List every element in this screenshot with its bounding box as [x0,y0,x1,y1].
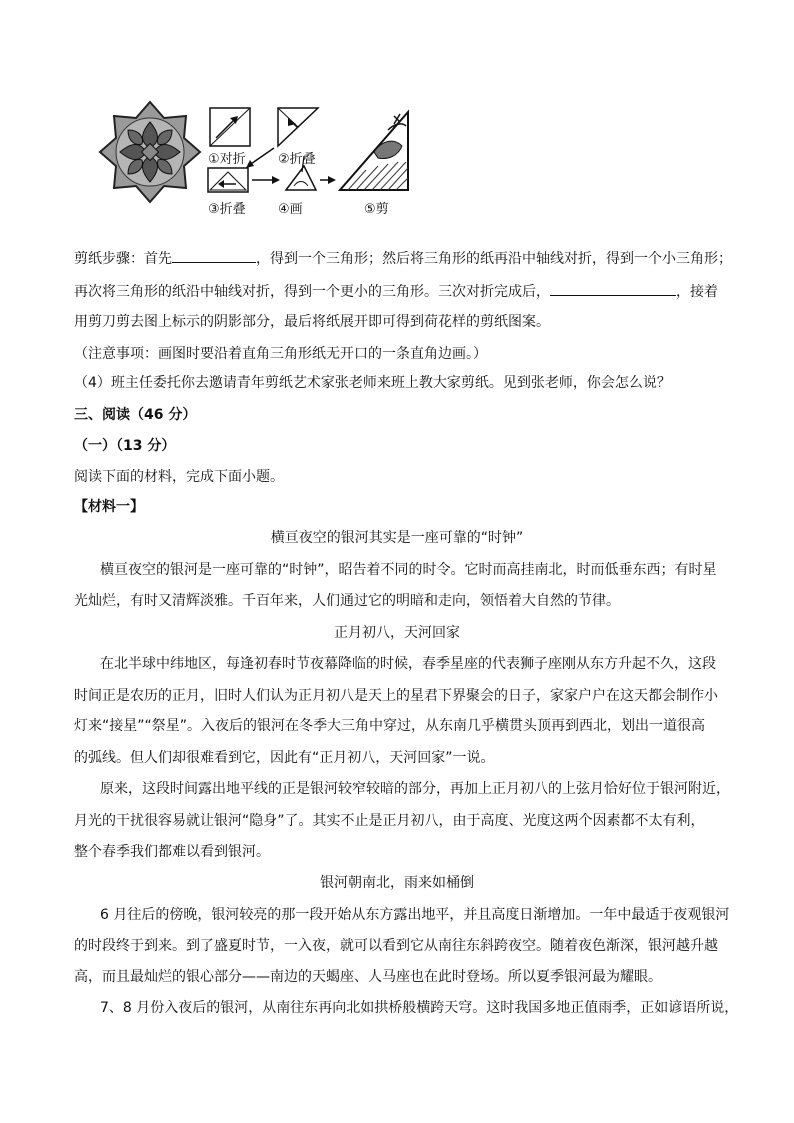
paragraph-line: 横亘夜空的银河是一座可靠的“时钟”，昭告着不同的时令。它时而高挂南北，时而低垂东西；有时星 [100,562,717,578]
step1-square-icon [210,108,250,146]
steps-text: 剪纸步骤：首先 [74,251,172,267]
note-text: （注意事项：画图时要沿着直角三角形纸无开口的一条直角边画。） [74,346,487,362]
steps-line-3: 用剪刀剪去图上标示的阴影部分，最后将纸展开即可得到荷花样的剪纸图案。 [74,314,550,330]
paragraph-line: 7、8 月份入夜后的银河，从南往东再向北如拱桥般横跨天穹。这时我国多地正值雨季，正如谚语所说， [100,1000,739,1016]
paragraph-line: 的弧线。但人们却很难看到它，因此有“正月初八，天河回家”一说。 [74,750,495,766]
step2-caption: ②折叠 [278,152,316,167]
paragraph-line: 的时段终于到来。到了盛夏时节，一入夜，就可以看到它从南往东斜跨夜空。随着夜色渐深，银河越升越 [74,938,718,954]
article-title: 横亘夜空的银河其实是一座可靠的“时钟” [270,530,524,546]
part-heading: （一）（13 分） [74,438,176,454]
paragraph-line: 6 月往后的傍晚，银河较亮的那一段开始从东方露出地平，并且高度日渐增加。一年中最适于夜观银河 [100,907,730,923]
paragraph-line: 整个春季我们都难以看到银河。 [74,844,270,860]
section-heading: 三、阅读（46 分） [74,407,197,423]
steps-line-1 [74,248,732,269]
step5-cut-icon [340,112,408,190]
step3-fold-icon [208,168,248,192]
subheading: 正月初八，天河回家 [334,625,460,641]
material-label: 【材料一】 [74,499,144,515]
steps-text: 再次将三角形的纸沿中轴线对折，得到一个更小的三角形。三次对折完成后， [74,284,550,300]
paragraph-line: 光灿烂，有时又清辉淡雅。千百年来，人们通过它的明暗和走向，领悟着大自然的节律。 [74,593,620,609]
answer-blank-1[interactable] [172,248,256,263]
paragraph-line: 高，而且最灿烂的银心部分——南边的天蝎座、人马座也在此时登场。所以夏季银河最为耀眼。 [74,969,662,985]
subheading: 银河朝南北，雨来如桶倒 [320,875,474,891]
step5-caption: ⑤剪 [364,202,389,217]
paragraph-line: 时间正是农历的正月，旧时人们认为正月初八是天上的星君下界聚会的日子，家家户户在这天都会制作小 [74,688,718,704]
step3-caption: ③折叠 [208,202,246,217]
question-4: （4）班主任委托你去邀请青年剪纸艺术家张老师来班上教大家剪纸。见到张老师，你会怎么说？ [74,375,671,391]
paragraph-line: 原来，这段时间露出地平线的正是银河较窄较暗的部分，再加上正月初八的上弦月恰好位于银河附近， [100,781,730,797]
step4-caption: ④画 [278,202,303,217]
lotus-pattern-image [100,102,200,202]
step1-caption: ①对折 [208,152,246,167]
answer-blank-2[interactable] [550,281,676,296]
step2-fold-icon [278,108,318,146]
paragraph-line: 在北半球中纬地区，每逢初春时节夜幕降临的时候，春季星座的代表狮子座刚从东方升起不久，这段 [100,656,716,672]
steps-line-2 [74,281,718,302]
paragraph-line: 灯来“接星”“祭星”。入夜后的银河在冬季大三角中穿过，从东南几乎横贯头顶再到西北，划出一道很高 [74,718,706,734]
paragraph-line: 月光的干扰很容易就让银河“隐身”了。其实不止是正月初八，由于高度、光度这两个因素都不太有利， [74,813,705,829]
steps-text: ，得到一个三角形；然后将三角形的纸再沿中轴线对折，得到一个小三角形； [256,251,732,267]
steps-text: ，接着 [676,284,718,300]
instruction-text: 阅读下面的材料，完成下面小题。 [74,469,284,485]
paper-cutting-figure [98,100,438,220]
